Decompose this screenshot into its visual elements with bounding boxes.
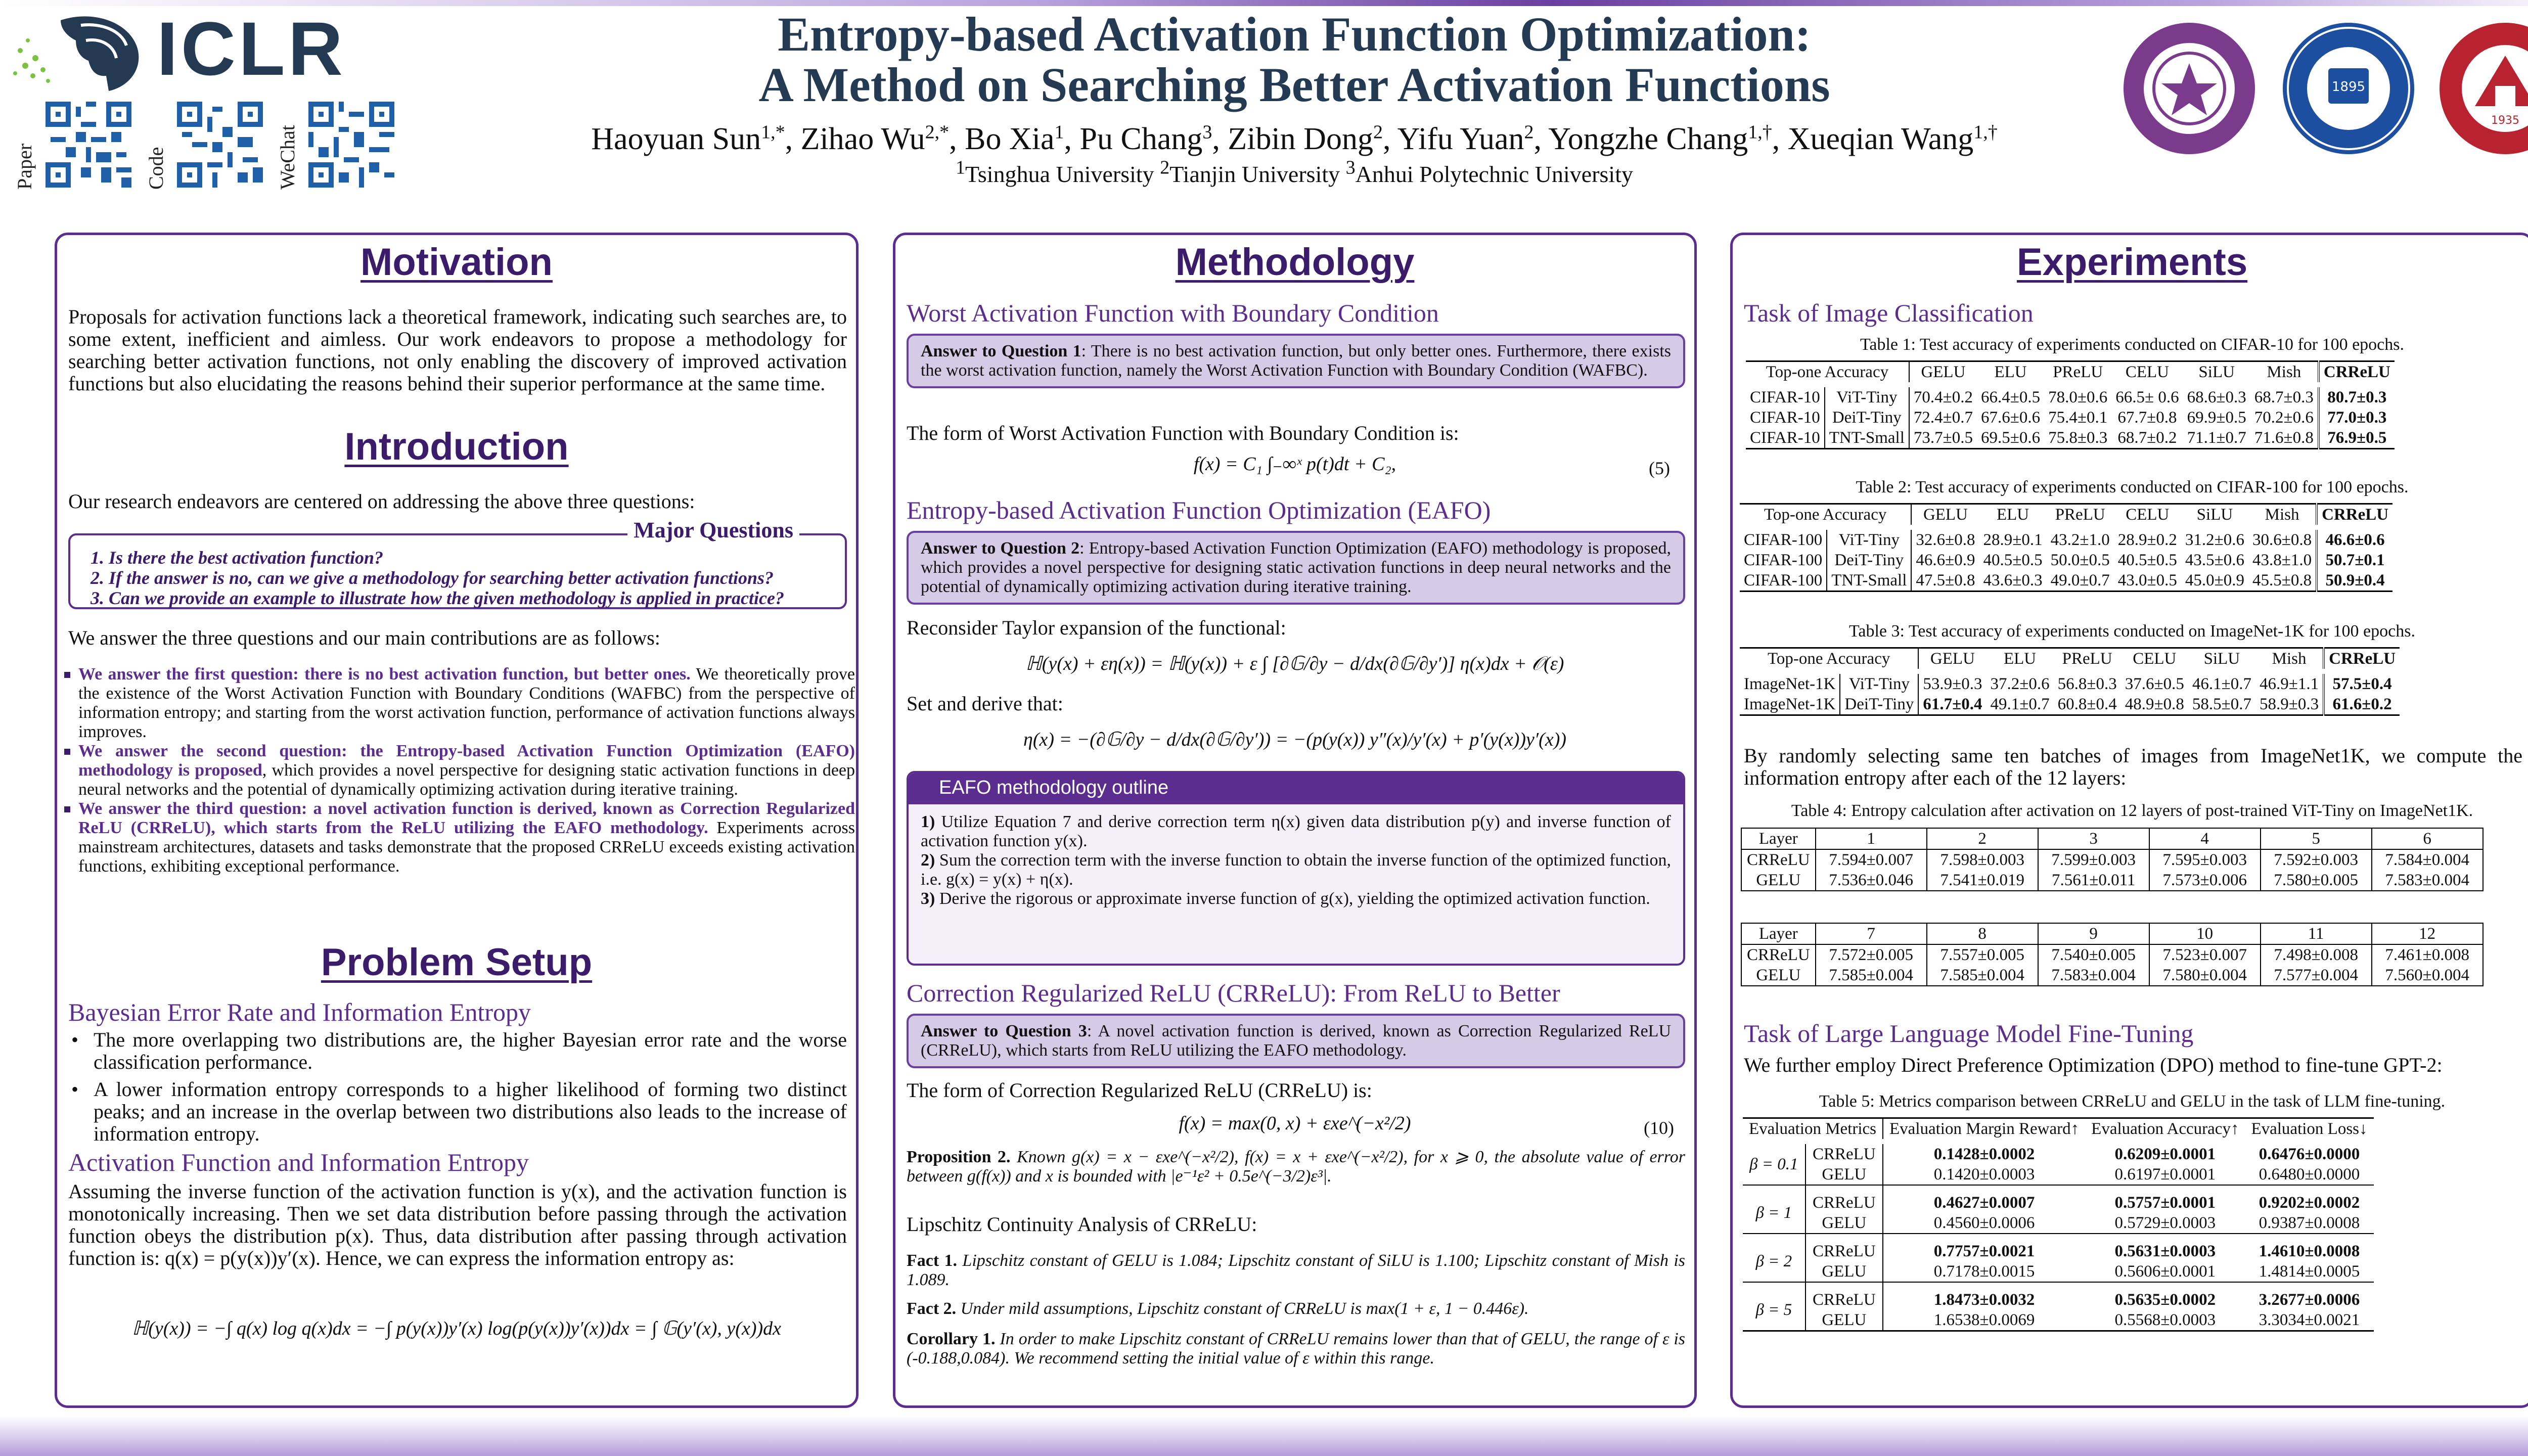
qr-code-label: Code [145, 147, 167, 190]
table-header: Mish [2250, 361, 2319, 385]
author: Bo Xia$^1$ [965, 121, 1064, 156]
table-header-row: Layer 1 2 3 4 5 6 [1741, 828, 2483, 849]
affiliations: $^1$Tsinghua University $^2$Tianjin University $^3$Anhui Polytechnic University [956, 157, 1633, 187]
qr-wechat[interactable] [278, 99, 394, 190]
eafo-subtitle: Entropy-based Activation Function Optimization (EAFO) [907, 496, 1491, 524]
entropy-text: By randomly selecting same ten batches of images from ImageNet1K, we compute the information entropy after each of the 12 layers: [1744, 744, 2522, 789]
crrelu-subtitle: Correction Regularized ReLU (CRReLU): From ReLU to Better [907, 979, 1560, 1007]
author: Zihao $Wu^{2,*}$ [800, 121, 950, 156]
table-header: ELU [1994, 363, 2027, 381]
answer-box-3: Answer to Question 3: A novel activation function is derived, known as Correction Regularized ReLU (CRReLU), which starts from ReLU utilizing the EAFO methodology. [907, 1014, 1685, 1068]
table-header: PReLU [2062, 650, 2112, 668]
table-header: CELU [2126, 506, 2170, 524]
derive-text: Set and derive that: [907, 692, 1063, 715]
outline-step: 2) Sum the correction term with the inverse function to obtain the inverse function of the optimized function, i.e. g(x) = y(x) + η(x). [921, 851, 1671, 889]
table-row: β = 0.1 CRReLU 0.1428±0.0002 0.6209±0.0001 0.6476±0.0000 [1743, 1142, 2374, 1164]
qr-wechat-label: WeChat [276, 125, 299, 190]
fact-1: Fact 1. Lipschitz constant of GELU is 1.084; Lipschitz constant of SiLU is 1.100; Lipschitz constant of Mish is 1.089. [907, 1251, 1686, 1289]
table-header: ELU [1996, 506, 2029, 524]
motivation-title: Motivation [360, 241, 553, 284]
bottom-accent-band [0, 1416, 2528, 1456]
table-row: β = 1 CRReLU 0.4627±0.0007 0.5757±0.0001 0.9202±0.0002 [1743, 1185, 2374, 1213]
qr-paper[interactable] [15, 99, 131, 190]
wafbc-subtitle: Worst Activation Function with Boundary Condition [907, 299, 1439, 327]
wafbc-form-text: The form of Worst Activation Function with Boundary Condition is: [907, 422, 1459, 444]
table2 [1740, 503, 2392, 592]
table-header: PReLU [2053, 363, 2103, 381]
author: Haoyuan Sun$^{1,*}$ [591, 121, 785, 156]
author: Yifu Yuan$^2$ [1397, 121, 1534, 156]
table-header: Mish [2248, 504, 2317, 528]
table-header: Evaluation Accuracy↑ [2091, 1120, 2239, 1138]
taylor-text: Reconsider Taylor expansion of the functional: [907, 616, 1286, 639]
question-item: 2. If the answer is no, can we give a methodology for searching better activation functions? [91, 568, 774, 588]
activation-entropy-text: Assuming the inverse function of the activation function is y(x), and the activation function is monotonically increasing. Then we set data distribution before passing through the activation function obeys the distribution p(x). Thus, data distribution after passing through activation function is: q(x) = p(y(x))y′(x). Hence, we can express the information entropy as: [68, 1180, 847, 1269]
iclr-brain-logo [5, 10, 157, 96]
outline-step: 1) Utilize Equation 7 and derive correction term η(x) given data distribution p(y) and inverse function of activation function y(x). [921, 812, 1671, 850]
table-header: Evaluation Loss↓ [2251, 1120, 2368, 1138]
table-row: CIFAR-10 TNT-Small 73.7±0.5 69.5±0.6 75.8±0.3 68.7±0.2 71.1±0.7 71.6±0.8 76.9±0.5 [1746, 428, 2395, 449]
table-header: Top-one Accuracy [1740, 504, 1911, 528]
proposition-2: Proposition 2. Known g(x) = x − εxe^(−x²/2), f(x) = x + εxe^(−x²/2), for x ⩾ 0, the absolute value of error between g(f(x)) and x is bounded with |e⁻¹ε² + 0.5e^(−3/2)ε³|. [907, 1148, 1685, 1186]
table-header: GELU [1923, 506, 1968, 524]
activation-entropy-subtitle: Activation Function and Information Entropy [68, 1148, 529, 1176]
title-block [445, 9, 2144, 188]
table-row: CIFAR-100 TNT-Small 47.5±0.8 43.6±0.3 49.0±0.7 43.0±0.5 45.0±0.9 45.5±0.8 50.9±0.4 [1740, 570, 2392, 592]
table5-caption: Table 5: Metrics comparison between CRReLU and GELU in the task of LLM fine-tuning. [1819, 1092, 2446, 1111]
table-row: GELU 7.585±0.004 7.585±0.004 7.583±0.004 7.580±0.004 7.577±0.004 7.560±0.004 [1741, 965, 2483, 986]
intro-lead: Our research endeavors are centered on addressing the above three questions: [68, 490, 695, 513]
major-questions-title: Major Questions [627, 520, 799, 540]
table4-block1 [1741, 828, 2484, 891]
table-header: CELU [2133, 650, 2177, 668]
methodology-title: Methodology [1175, 241, 1415, 284]
table-header: SiLU [2196, 506, 2233, 524]
bullet-item: • The more overlapping two distributions are, the higher Bayesian error rate and the worse classification performance. [68, 1029, 847, 1073]
table-header: CRReLU [2323, 363, 2390, 381]
column-middle [893, 233, 1697, 1408]
table-row: GELU 0.4560±0.0006 0.5729±0.0003 0.9387±0.0008 [1743, 1213, 2374, 1234]
table-header: PReLU [2055, 506, 2105, 524]
poster-title-line2: A Method on Searching Better Activation Functions [758, 58, 1830, 112]
table3-caption: Table 3: Test accuracy of experiments conducted on ImageNet-1K for 100 epochs. [1849, 622, 2415, 641]
svg-text:1935: 1935 [2491, 114, 2519, 127]
taylor-equation: ℍ(y(x) + εη(x)) = ℍ(y(x)) + ε ∫ [∂𝔾/∂y − d/dx(∂𝔾/∂y′)] η(x)dx + 𝒪(ε) [1025, 653, 1564, 674]
table-row: CRReLU 7.594±0.007 7.598±0.003 7.599±0.003 7.595±0.003 7.592±0.003 7.584±0.004 [1741, 849, 2483, 870]
contribution-list [61, 665, 855, 876]
answer-box-1: Answer to Question 1: There is no best activation function, but only better ones. Furthermore, there exists the worst activation function, namely the Worst Activation Function with Boundary Condition (WAFBC). [907, 334, 1685, 388]
anhui-seal-logo [2437, 20, 2528, 157]
qr-paper-label: Paper [13, 143, 36, 190]
poster-title-line1: Entropy-based Activation Function Optimization: [778, 7, 1811, 61]
table-row: CIFAR-10 ViT-Tiny 70.4±0.2 66.4±0.5 78.0±0.6 66.5± 0.6 68.6±0.3 68.7±0.3 80.7±0.3 [1746, 385, 2395, 407]
equation-number: (5) [1649, 458, 1670, 478]
table1-caption: Table 1: Test accuracy of experiments conducted on CIFAR-10 for 100 epochs. [1860, 335, 2404, 354]
qr-code-icon [46, 102, 131, 188]
table-row: CIFAR-100 ViT-Tiny 32.6±0.8 28.9±0.1 43.2±1.0 28.9±0.2 31.2±0.6 30.6±0.8 46.6±0.6 [1740, 527, 2392, 550]
lipschitz-heading: Lipschitz Continuity Analysis of CRReLU: [907, 1213, 1257, 1236]
answer-lead: We answer the three questions and our main contributions are as follows: [68, 626, 660, 649]
table-row: CIFAR-100 DeiT-Tiny 46.6±0.9 40.5±0.5 50.0±0.5 40.5±0.5 43.5±0.6 43.8±1.0 50.7±0.1 [1740, 550, 2392, 570]
corollary-1: Corollary 1. In order to make Lipschitz constant of CRReLU remains lower than that of GELU, the range of ε is (-0.188,0.084). We recommend setting the initial value of ε within this range. [907, 1330, 1686, 1368]
table-row: GELU 1.6538±0.0069 0.5568±0.0003 3.3034±0.0021 [1743, 1310, 2374, 1331]
table3 [1740, 647, 2400, 716]
table1 [1746, 360, 2395, 449]
poster-header [0, 0, 2528, 212]
table-header-row: Layer 7 8 9 10 11 12 [1741, 923, 2483, 944]
table-row: GELU 0.1420±0.0003 0.6197±0.0001 0.6480±0.0000 [1743, 1164, 2374, 1185]
outline-step: 3) Derive the rigorous or approximate inverse function of g(x), yielding the optimized activation function. [921, 889, 1650, 908]
table-header: Mish [2255, 648, 2324, 672]
qr-code-icon [308, 102, 394, 188]
contribution-item: We answer the third question: a novel activation function is derived, known as Correction Regularized ReLU (CRReLU), which starts from the ReLU utilizing the EAFO methodology. Experiments across mainstream architectures, datasets and tasks demonstrate that the proposed CRReLU exceeds existing activation functions, exhibiting exceptional performance. [61, 799, 855, 876]
outline-title: EAFO methodology outline [909, 773, 1683, 804]
problem-setup-title: Problem Setup [321, 941, 593, 984]
bullet-item: • A lower information entropy corresponds to a higher likelihood of forming two distinct peaks; and an increase in the overlap between two distributions also leads to the increase of information entropy. [68, 1078, 847, 1145]
table-header: SiLU [2198, 363, 2235, 381]
contribution-item: We answer the first question: there is no best activation function, but better ones. We theoretically prove the existence of the Worst Activation Function with Boundary Conditions (WAFBC) from the perspective of information entropy; and starting from the worst activation function, performance of activation functions always improves. [61, 665, 855, 742]
table4-block2 [1741, 923, 2484, 986]
crrelu-form-text: The form of Correction Regularized ReLU (CRReLU) is: [907, 1079, 1372, 1102]
iclr-wordmark: ICLR [157, 6, 346, 91]
table-header: GELU [1930, 650, 1975, 668]
question-item: 3. Can we provide an example to illustrate how the given methodology is applied in practice? [91, 588, 784, 608]
table-row: GELU 7.536±0.046 7.541±0.019 7.561±0.011 7.573±0.006 7.580±0.005 7.583±0.004 [1741, 870, 2483, 891]
qr-code-icon [177, 102, 263, 188]
eafo-outline-box [907, 771, 1685, 966]
table5 [1743, 1117, 2374, 1332]
introduction-title: Introduction [344, 425, 569, 468]
llm-subtitle: Task of Large Language Model Fine-Tuning [1744, 1019, 2194, 1048]
author: Yongzhe Chang$^{1,\dagger}$ [1548, 121, 1772, 156]
table-header: Top-one Accuracy [1740, 648, 1918, 672]
experiments-title: Experiments [2016, 241, 2248, 284]
table2-caption: Table 2: Test accuracy of experiments conducted on CIFAR-100 for 100 epochs. [1856, 478, 2409, 496]
table-header: Evaluation Metrics [1743, 1118, 1883, 1142]
table-row: β = 2 CRReLU 0.7757±0.0021 0.5631±0.0003 1.4610±0.0008 [1743, 1234, 2374, 1261]
answer-box-2: Answer to Question 2: Entropy-based Activation Function Optimization (EAFO) methodology is proposed, which provides a novel perspective for designing static activation functions in deep neural networks and the potential of dynamically optimizing activation during iterative training. [907, 531, 1685, 605]
bayesian-bullets [68, 1029, 847, 1145]
table-header: CRReLU [2329, 650, 2396, 668]
llm-text: We further employ Direct Preference Optimization (DPO) method to fine-tune GPT-2: [1744, 1054, 2443, 1076]
tsinghua-seal-logo [2121, 20, 2258, 157]
author: Pu Chang$^3$ [1079, 121, 1212, 156]
major-questions-box [68, 518, 847, 609]
table-header: CELU [2125, 363, 2170, 381]
entropy-equation: ℍ(y(x)) = −∫ q(x) log q(x)dx = −∫ p(y(x))y′(x) log(p(y(x))y′(x))dx = ∫ 𝔾(y′(x), y(x))dx [131, 1318, 781, 1339]
fact-2: Fact 2. Under mild assumptions, Lipschitz constant of CRReLU is max(1 + ε, 1 − 0.446ε). [907, 1299, 1529, 1318]
contribution-item: We answer the second question: the Entropy-based Activation Function Optimization (EAFO) methodology is proposed, which provides a novel perspective for designing static activation functions in deep neural networks and the potential of dynamically optimizing activation during iterative training. [61, 742, 855, 799]
image-classification-subtitle: Task of Image Classification [1744, 299, 2034, 327]
eta-equation: η(x) = −(∂𝔾/∂y − d/dx(∂𝔾/∂y′)) = −(p(y(x)) y″(x)/y′(x) + p′(y(x))y′(x)) [1023, 729, 1567, 750]
table4-caption: Table 4: Entropy calculation after activation on 12 layers of post-trained ViT-Tiny on ImageNet1K. [1791, 801, 2473, 820]
table-header: SiLU [2203, 650, 2240, 668]
table-header: CRReLU [2322, 506, 2389, 524]
author-list: Haoyuan Sun$^{1,*}$, Zihao $Wu^{2,*}$, Bo Xia$^1$, Pu Chang$^3$, Zibin Dong$^2$, Yifu Yuan$^2$, Yongzhe Chang$^{1,\dagger}$, Xueqian Wang$^{1,\dagger}$ [591, 121, 1998, 156]
table-header: ELU [2003, 650, 2037, 668]
qr-code[interactable] [147, 99, 263, 190]
table-row: ImageNet-1K DeiT-Tiny 61.7±0.4 49.1±0.7 60.8±0.4 48.9±0.8 58.5±0.7 58.9±0.3 61.6±0.2 [1740, 694, 2400, 715]
table-row: β = 5 CRReLU 1.8473±0.0032 0.5635±0.0002 3.2677±0.0006 [1743, 1282, 2374, 1310]
table-header: GELU [1921, 363, 1966, 381]
table-header: Evaluation Margin Reward↑ [1889, 1120, 2080, 1138]
column-left [55, 233, 859, 1408]
equation-number: (10) [1644, 1118, 1674, 1138]
motivation-text: Proposals for activation functions lack a theoretical framework, indicating such searches are, to some extent, inefficient and aimless. Our work endeavors to propose a methodology for searching better activation functions, not only enabling the discovery of improved activation functions but also elucidating the reasons behind their superior performance at the same time. [68, 305, 847, 395]
svg-text:1895: 1895 [2331, 79, 2366, 95]
author: Xueqian Wang$^{1,\dagger}$ [1787, 121, 1998, 156]
column-right [1730, 233, 2528, 1408]
question-item: 1. Is there the best activation function? [91, 548, 384, 568]
table-row: GELU 0.7178±0.0015 0.5606±0.0001 1.4814±0.0005 [1743, 1261, 2374, 1282]
wafbc-equation: f(x) = C₁ ∫₋∞ˣ p(t)dt + C₂, [1193, 453, 1396, 475]
table-row: ImageNet-1K ViT-Tiny 53.9±0.3 37.2±0.6 56.8±0.3 37.6±0.5 46.1±0.7 46.9±1.1 57.5±0.4 [1740, 671, 2400, 694]
table-row: CRReLU 7.572±0.005 7.557±0.005 7.540±0.005 7.523±0.007 7.498±0.008 7.461±0.008 [1741, 944, 2483, 965]
crrelu-equation: f(x) = max(0, x) + εxe^(−x²/2) [1179, 1113, 1411, 1134]
bayesian-subtitle: Bayesian Error Rate and Information Entropy [68, 998, 531, 1026]
tianjin-seal-logo [2280, 20, 2417, 157]
author: Zibin Dong$^2$ [1228, 121, 1383, 156]
table-header: Top-one Accuracy [1746, 361, 1909, 385]
table-row: CIFAR-10 DeiT-Tiny 72.4±0.7 67.6±0.6 75.4±0.1 67.7±0.8 69.9±0.5 70.2±0.6 77.0±0.3 [1746, 407, 2395, 428]
